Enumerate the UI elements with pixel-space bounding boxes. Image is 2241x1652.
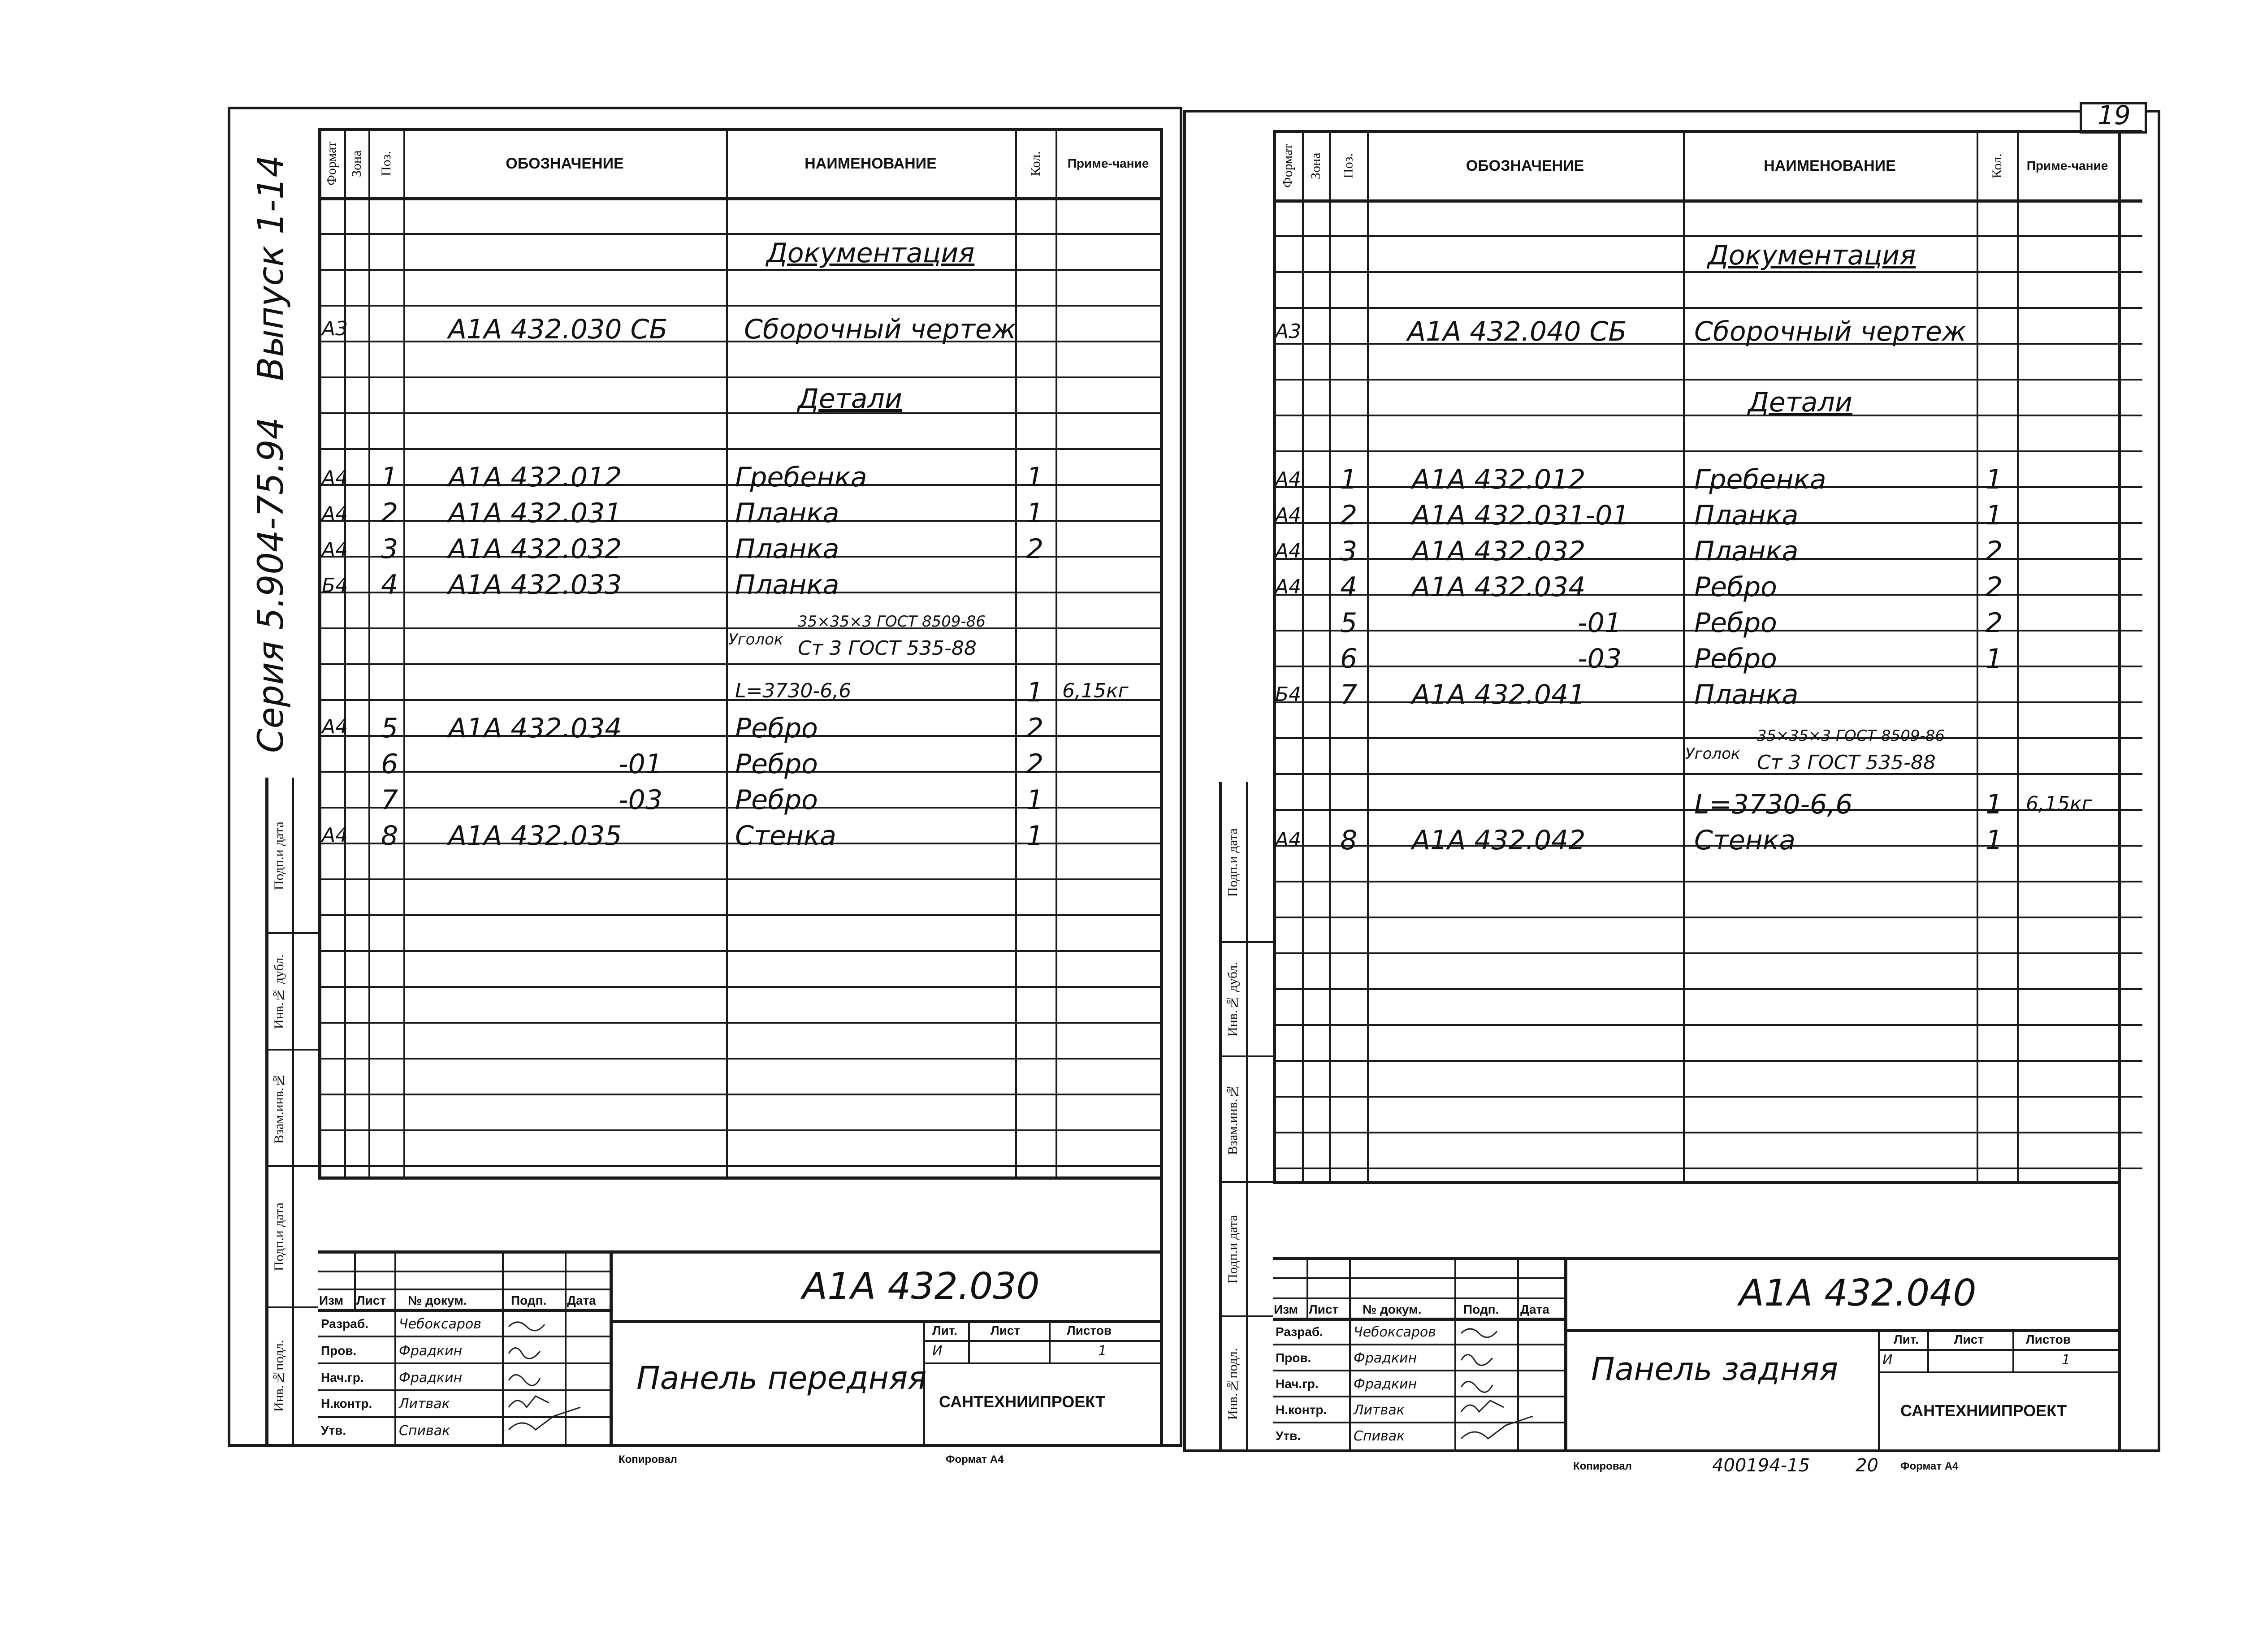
tb-list: Лист [356,1293,386,1307]
tb-n-kontr: Н.контр. [1276,1403,1327,1417]
item-pos: 8 [1340,825,1358,856]
angle-spec-bot: Ст 3 ГОСТ 535-88 [798,637,977,660]
item-designation: -03 [619,784,662,816]
tb-izm: Изм [1274,1302,1298,1316]
page-number: 19 [2098,100,2131,130]
tb-prov: Пров. [321,1344,357,1358]
tb-nach-gr-name: Фрадкин [399,1370,463,1386]
item-pos: 3 [1340,536,1358,567]
angle-spec-top: 35×35×3 ГОСТ 8509-86 [798,613,986,631]
item-qty: 1 [1026,462,1044,493]
table-row-line [318,305,1161,307]
table-row-line [318,448,1161,450]
tb-razrab: Разраб. [1276,1325,1323,1339]
item-designation: -01 [619,748,662,780]
table-row-line [318,663,1161,665]
header-pos: Поз. [379,151,394,177]
tb-utv: Утв. [321,1423,346,1437]
header-name: НАИМЕНОВАНИЕ [805,155,937,172]
item-name: Гребенка [735,462,867,493]
tb-org: САНТЕХНИИПРОЕКТ [1900,1401,2067,1420]
tb-data: Дата [567,1293,596,1307]
item-qty: 1 [1026,820,1044,852]
tb-nach-gr: Нач.гр. [321,1371,364,1384]
item-designation: А1А 432.033 [448,569,622,601]
stamp-sign-date: Подп.и дата [1225,828,1240,897]
item-name: Планка [1694,536,1799,567]
doc-section-title: Документация [766,238,975,269]
item-name: Планка [1694,679,1799,710]
tb-utv-name: Спивак [1354,1428,1405,1444]
header-name: НАИМЕНОВАНИЕ [1764,157,1896,174]
tb-razrab-name: Чебоксаров [1354,1324,1436,1340]
stamp-sign-date-2: Подп.и дата [272,1202,286,1271]
item-pos: 2 [381,497,398,529]
tb-listov: Листов [2026,1332,2071,1346]
issue-label: Выпуск 1-14 [251,155,291,381]
asm-format: А3 [1275,320,1302,343]
table-row-line [1273,235,2142,237]
tb-izm: Изм [319,1293,344,1307]
item-qty: 2 [1986,607,2003,639]
table-row-line [1273,450,2142,452]
length-name: L=3730-6,6 [1694,789,1853,820]
item-name: Ребро [735,713,818,744]
tb-utv-name: Спивак [399,1423,450,1439]
stamp-vzam-inv: Взам.инв.№ [272,1073,286,1144]
table-row-line [1273,881,2142,882]
tb-podp: Подп. [511,1293,547,1307]
tb-razrab-name: Чебоксаров [399,1316,481,1332]
right-signatures [1457,1320,1546,1450]
angle-label: Уголок [1685,745,1740,763]
tb-listov: Листов [1067,1323,1112,1337]
tb-nach-gr: Нач.гр. [1276,1377,1319,1391]
item-name: Стенка [735,820,836,852]
tb-n-kontr: Н.контр. [321,1397,372,1410]
table-row-line [318,1058,1161,1060]
item-format: А4 [1275,828,1302,851]
table-row-line [1273,917,2142,918]
tb-list2: Лист [991,1323,1021,1337]
table-row-line [1273,1096,2142,1098]
item-pos: 8 [381,820,398,852]
header-format: Формат [1280,144,1295,188]
tb-n-kontr-name: Литвак [399,1396,450,1412]
angle-label: Уголок [728,631,783,649]
item-pos: 5 [1340,607,1358,639]
tb-lit: Лит. [1894,1332,1919,1346]
item-format: А4 [322,824,348,847]
tb-prov-name: Фрадкин [399,1343,463,1359]
tb-data: Дата [1520,1302,1549,1316]
asm-name: Сборочный чертеж [1694,316,1966,347]
stamp-sign-date-2: Подп.и дата [1225,1215,1240,1284]
tb-copy: Копировал [619,1453,677,1466]
item-qty: 1 [1026,497,1044,529]
tb-doc-no: № докум. [1363,1302,1422,1316]
table-row-line [318,986,1161,988]
table-row-line [1273,271,2142,273]
table-row-line [1273,988,2142,990]
item-name: Ребро [735,748,818,780]
item-format: А4 [322,538,348,561]
table-row-line [318,1094,1161,1095]
angle-spec-top: 35×35×3 ГОСТ 8509-86 [1757,727,1945,745]
table-row-line [318,269,1161,271]
item-pos: 4 [1340,571,1358,603]
table-row-line [1273,1168,2142,1169]
item-pos: 1 [1340,464,1358,495]
tb-list: Лист [1309,1302,1339,1316]
length-qty: 1 [1986,789,2003,820]
item-designation: А1А 432.034 [1412,571,1586,603]
item-designation: А1А 432.041 [1412,679,1586,710]
item-pos: 1 [381,462,398,493]
tb-lit-val: И [932,1343,943,1359]
item-designation: А1А 432.035 [448,820,622,852]
table-row-line [318,878,1161,880]
item-pos: 3 [381,533,398,565]
item-designation: -01 [1578,607,1622,639]
item-name: Планка [735,569,839,601]
item-name: Ребро [1694,571,1777,603]
doc-title: Панель передняя [636,1360,927,1397]
item-pos: 7 [381,784,398,816]
header-note: Приме-чание [2026,159,2108,173]
table-row-line [1273,1024,2142,1026]
table-row-line [318,1165,1161,1167]
item-designation: А1А 432.032 [1412,536,1586,567]
item-qty: 1 [1986,825,2003,856]
tb-n-kontr-name: Литвак [1354,1402,1405,1418]
header-qty: Кол. [1028,151,1043,176]
item-format: А4 [322,467,348,489]
tb-copy: Копировал [1573,1460,1632,1472]
asm-name: Сборочный чертеж [744,314,1016,345]
item-name: Ребро [735,784,818,816]
tb-podp: Подп. [1463,1302,1499,1316]
item-qty: 2 [1026,713,1044,744]
item-qty: 1 [1986,464,2003,495]
table-row-line [318,914,1161,916]
item-name: Планка [735,497,839,529]
header-zone: Зона [349,150,364,177]
tb-nach-gr-name: Фрадкин [1354,1376,1417,1392]
table-row-line [318,950,1161,952]
table-row-line [318,1022,1161,1024]
table-row-line [1273,1132,2142,1133]
tb-sheets-val: 1 [1098,1343,1107,1359]
tb-prov: Пров. [1276,1351,1311,1365]
item-format: А4 [1275,575,1302,598]
item-designation: А1А 432.031 [448,497,622,529]
item-name: Ребро [1694,607,1777,639]
doc-code: А1А 432.030 [802,1265,1040,1308]
table-row-line [318,1129,1161,1131]
tb-list2: Лист [1954,1332,1984,1346]
item-qty: 2 [1986,571,2003,603]
header-pos: Поз. [1341,153,1356,179]
parts-section-title: Детали [798,383,902,415]
table-row-line [318,233,1161,235]
length-note: 6,15кг [1062,679,1129,702]
table-row-line [1273,307,2142,309]
tb-format: Формат А4 [946,1453,1004,1466]
table-row-line [1273,952,2142,954]
item-name: Стенка [1694,825,1795,856]
stamp-sign-date: Подп.и дата [272,822,286,891]
header-designation: ОБОЗНАЧЕНИЕ [1466,157,1584,174]
table-row-line [1273,1060,2142,1062]
item-format: А4 [1275,540,1302,562]
item-pos: 6 [1340,643,1358,675]
tb-format: Формат А4 [1900,1460,1959,1472]
tb-sheets-val: 1 [2062,1352,2071,1368]
item-qty: 1 [1026,784,1044,816]
item-designation: А1А 432.032 [448,533,622,565]
item-qty: 2 [1026,533,1044,565]
header-format: Формат [324,142,339,186]
parts-section-title: Детали [1748,387,1852,418]
stamp-inv-podl: Инв.№подл. [1225,1348,1240,1420]
item-format: А4 [322,502,348,525]
header-designation: ОБОЗНАЧЕНИЕ [506,155,624,172]
tb-lit-val: И [1882,1352,1893,1368]
item-name: Гребенка [1694,464,1826,495]
stamp-inv-dubl: Инв.№ дубл. [272,954,286,1029]
item-qty: 2 [1026,748,1044,780]
table-row-line [1273,773,2142,775]
item-format: А4 [1275,504,1302,527]
header-qty: Кол. [1990,153,2004,178]
doc-code: А1А 432.040 [1739,1272,1977,1315]
table-row-line [318,341,1161,342]
item-designation: -03 [1578,643,1622,675]
footer-stamp: 400194-15 [1712,1455,1810,1476]
item-qty: 1 [1986,643,2003,675]
stamp-inv-dubl: Инв.№ дубл. [1225,962,1240,1037]
length-qty: 1 [1026,677,1044,708]
item-qty: 1 [1986,500,2003,531]
item-pos: 7 [1340,679,1358,710]
tb-prov-name: Фрадкин [1354,1350,1417,1366]
asm-format: А3 [322,317,348,340]
length-name: L=3730-6,6 [735,679,852,702]
stamp-inv-podl: Инв.№подл. [272,1340,286,1412]
item-format: Б4 [1275,683,1302,706]
item-qty: 2 [1986,536,2003,567]
footer-num: 20 [1856,1455,1878,1476]
item-pos: 6 [381,748,398,780]
table-row-line [318,376,1161,378]
header-note: Приме-чание [1067,156,1149,170]
doc-title: Панель задняя [1591,1351,1839,1388]
tb-utv: Утв. [1276,1429,1301,1443]
left-signatures [504,1313,594,1439]
item-format: А4 [322,715,348,738]
item-designation: А1А 432.034 [448,713,622,744]
asm-designation: А1А 432.040 СБ [1407,316,1627,347]
tb-razrab: Разраб. [321,1317,368,1331]
tb-doc-no: № докум. [408,1293,467,1307]
length-note: 6,15кг [2026,792,2092,815]
item-designation: А1А 432.012 [1412,464,1586,495]
header-zone: Зона [1308,152,1323,179]
table-row-line [1273,379,2142,381]
asm-designation: А1А 432.030 СБ [448,314,668,345]
item-name: Планка [1694,500,1799,531]
angle-spec-bot: Ст 3 ГОСТ 535-88 [1757,751,1936,774]
table-row-line [318,627,1161,629]
item-pos: 5 [381,713,398,744]
item-format: Б4 [322,574,348,597]
item-pos: 2 [1340,500,1358,531]
item-designation: А1А 432.031-01 [1412,500,1630,531]
item-pos: 4 [381,569,398,601]
tb-lit: Лит. [932,1323,957,1337]
series-label: Серия 5.904-75.94 [251,417,291,753]
table-row-line [1273,415,2142,416]
doc-section-title: Документация [1708,240,1916,271]
tb-org: САНТЕХНИИПРОЕКТ [939,1393,1106,1411]
item-format: А4 [1275,468,1302,491]
item-name: Планка [735,533,839,565]
item-designation: А1А 432.012 [448,462,622,493]
item-designation: А1А 432.042 [1412,825,1586,856]
table-row-line [318,412,1161,414]
table-row-line [1273,737,2142,739]
stamp-vzam-inv: Взам.инв.№ [1225,1084,1240,1155]
item-name: Ребро [1694,643,1777,675]
